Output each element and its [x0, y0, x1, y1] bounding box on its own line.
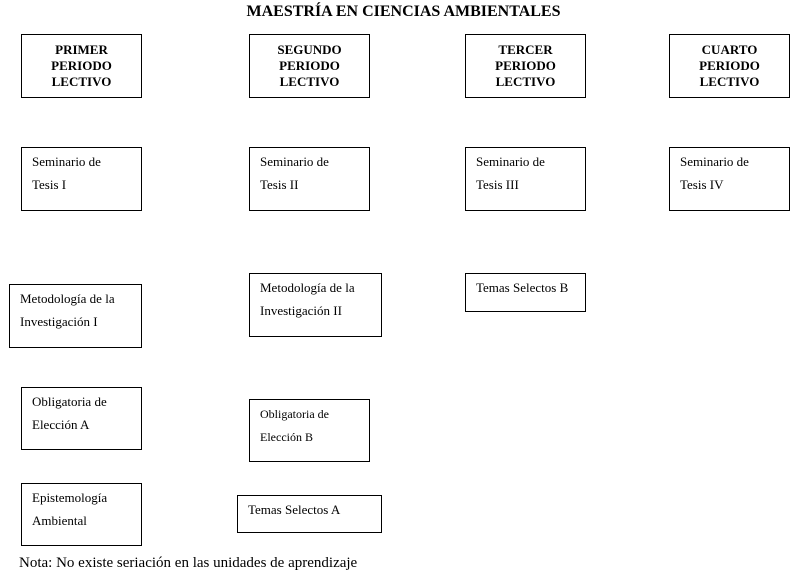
course-line: Seminario de: [260, 154, 329, 169]
period-header-2: [249, 34, 370, 98]
period-header-line: PERIODO: [495, 58, 556, 73]
course-line: Elección A: [32, 417, 90, 432]
period-header-line: LECTIVO: [51, 74, 112, 89]
course-metodologia-1: [9, 284, 142, 348]
course-line: Metodología de la: [20, 291, 115, 306]
footnote: Nota: No existe seriación en las unidades de aprendizaje: [19, 555, 358, 571]
diagram-title: MAESTRÍA EN CIENCIAS AMBIENTALES: [246, 3, 561, 20]
course-seminario-tesis-2: [249, 147, 370, 211]
course-line: Temas Selectos B: [476, 280, 569, 295]
course-seminario-tesis-1: [21, 147, 142, 211]
course-line: Tesis III: [476, 177, 519, 192]
period-header-line: PRIMER: [55, 42, 108, 57]
course-obligatoria-b: [249, 399, 370, 462]
period-header-line: CUARTO: [701, 42, 758, 57]
course-line: Obligatoria de: [32, 394, 107, 409]
period-header-line: LECTIVO: [279, 74, 340, 89]
course-temas-selectos-b: [465, 273, 586, 312]
period-header-line: LECTIVO: [495, 74, 556, 89]
course-metodologia-2: [249, 273, 382, 337]
period-header-line: PERIODO: [699, 58, 760, 73]
period-header-line: PERIODO: [279, 58, 340, 73]
course-line: Epistemología: [32, 490, 108, 505]
period-header-4: [669, 34, 790, 98]
course-line: Metodología de la: [260, 280, 355, 295]
course-line: Ambiental: [32, 513, 87, 528]
course-seminario-tesis-4: [669, 147, 790, 211]
period-header-line: LECTIVO: [699, 74, 760, 89]
course-line: Temas Selectos A: [248, 502, 341, 517]
course-line: Tesis II: [260, 177, 299, 192]
period-header-line: TERCER: [498, 42, 553, 57]
course-line: Elección B: [260, 430, 313, 444]
period-header-line: PERIODO: [51, 58, 112, 73]
course-seminario-tesis-3: [465, 147, 586, 211]
course-line: Tesis IV: [680, 177, 724, 192]
course-line: Seminario de: [32, 154, 101, 169]
period-header-3: [465, 34, 586, 98]
course-line: Investigación I: [20, 314, 98, 329]
course-line: Tesis I: [32, 177, 67, 192]
course-temas-selectos-a: [237, 495, 382, 533]
course-obligatoria-a: [21, 387, 142, 450]
course-line: Seminario de: [476, 154, 545, 169]
course-line: Investigación II: [260, 303, 342, 318]
course-epistemologia-ambiental: [21, 483, 142, 546]
period-header-1: [21, 34, 142, 98]
period-header-line: SEGUNDO: [277, 42, 342, 57]
course-line: Obligatoria de: [260, 407, 329, 421]
course-line: Seminario de: [680, 154, 749, 169]
